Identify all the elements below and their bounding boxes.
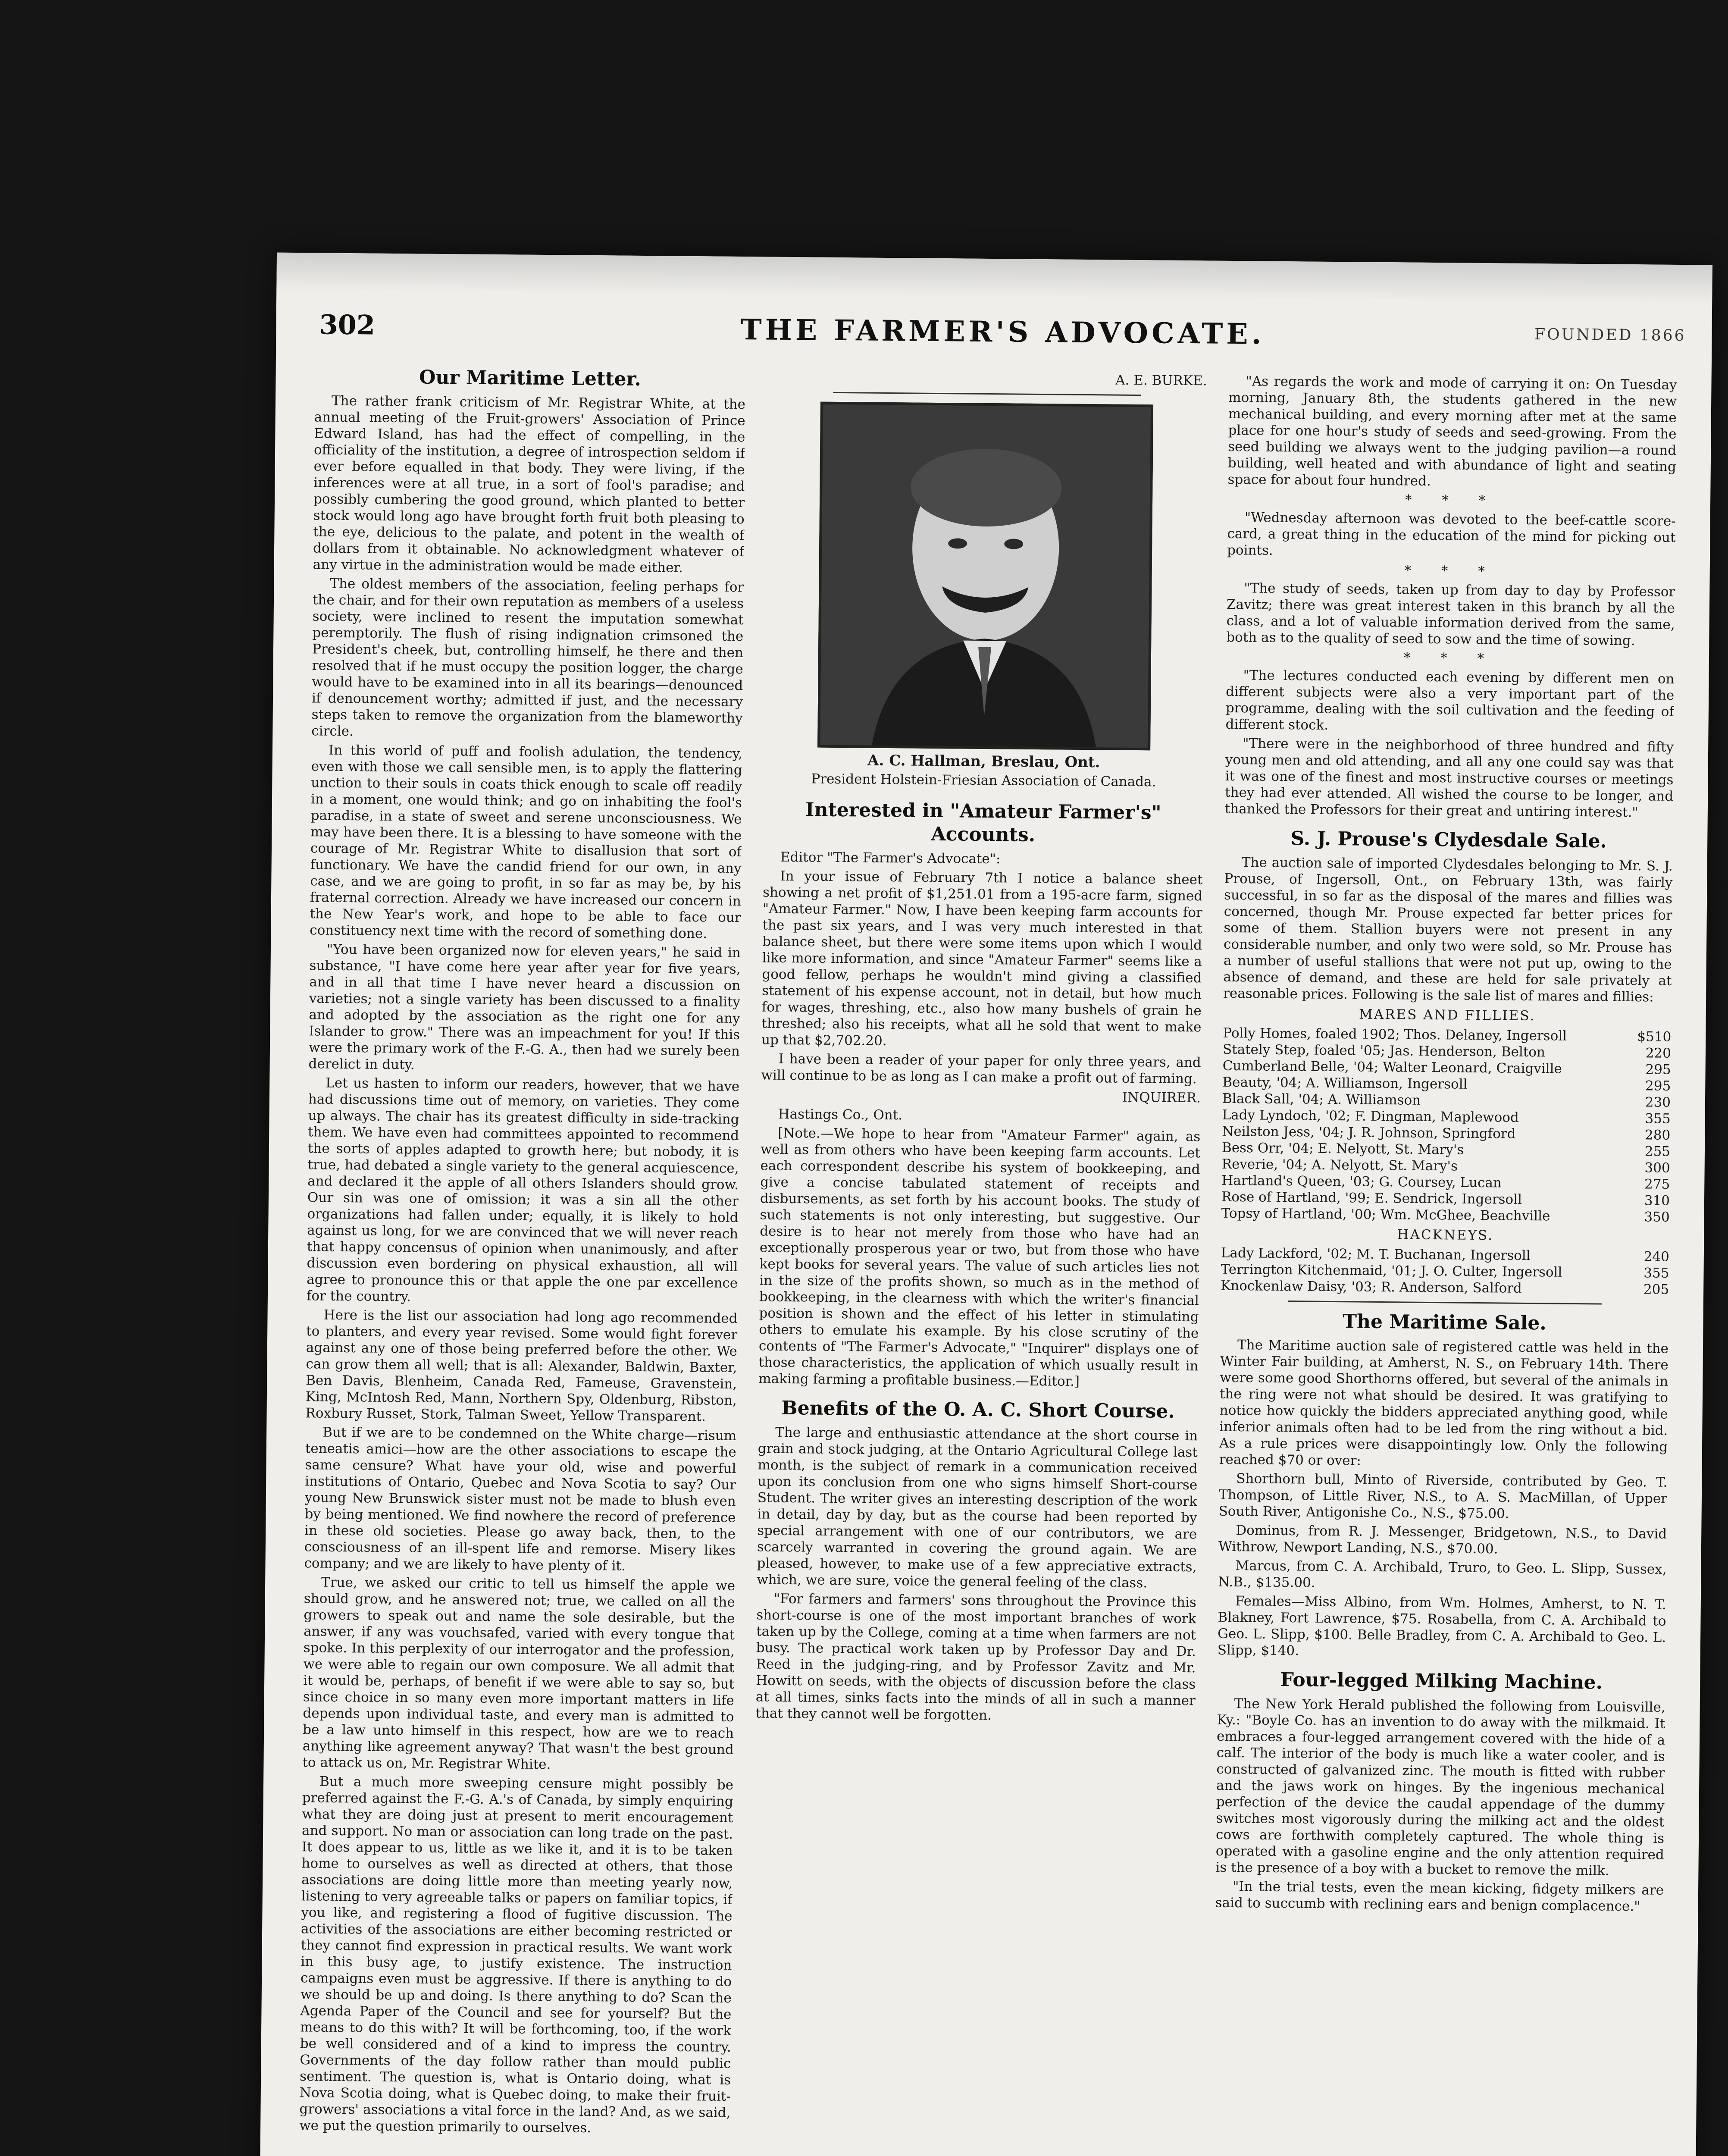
column-right [1211,373,1677,2156]
maritime-sale-item: Marcus, from C. A. Archibald, Truro, to Geo. L. Slipp, Sussex, N.B., $135.00. [1218,1558,1667,1591]
mares-list [1221,1025,1672,1225]
column-middle [750,369,1207,2156]
amateur-farmer-salutation: Editor "The Farmer's Advocate": [780,849,1001,867]
sale-entry: Knockenlaw Daisy, '03; R. Anderson, Salford 205 [1221,1278,1669,1297]
maritime-letter-paragraph: Let us hasten to inform our readers, however, that we have had discussions time out of memory, on varieties. They come up always. The chair has its greatest difficulty in side-tracking them. We have even had committees appointed to recommend the sorts of apples adapted to growth here; but nobody, it is true, had debated a single variety to the general acquiescence, and declared it the apple of all others Islanders should grow. Our sin was one of omission; it was a sin all the other organizations had fallen under; equally, it is likely to hold against us long, for we are convinced that we will never reach that happy concensus of opinion when unanimously, and after discussion even bordering on physical exhaustion, all will agree to pronounce this or that apple the one par excellence for the country. [306,1075,740,1305]
maritime-sale-paragraph: The Maritime auction sale of registered cattle was held in the Winter Fair building, at Amherst, N. S., on February 14th. There were some good Shorthorns offered, but several of the animals in the ring were not what should be desired. It was gratifying to notice how quickly the bidders appreciated anything good, while inferior animals often had to be led from the ring without a bid. As a rule prices were disappointingly low. Only the following reached $70 or over: [1219,1337,1669,1469]
amateur-farmer-paragraph: In your issue of February 7th I notice a balance sheet showing a net profit of $1,251.01 from a 195-acre farm, signed "Amateur Farmer." Now, I have been keeping farm accounts for the past six years, and I was very much interested in that balance sheet, but there were some items upon which I would like more information, and since "Amateur Farmer" seems like a good fellow, perhaps he wouldn't mind giving a classified statement of his expense account, not in detail, but how much for wages, threshing, etc., also how many bushels of grain he threshed; also his receipts, what all he sold that went to make up that $2,702.20. [761,868,1203,1049]
maritime-letter-paragraph: But a much more sweeping censure might possibly be preferred against the F.-G. A.'s of Canada, by simply enquiring what they are doing just at present to merit encouragement and support. No man or association can long trade on the past. It does appear to us, little as we like it, and it is to be taken home to ourselves as well as directed at others, that those associations are doing little more than meeting yearly now, listening to very agreeable talks or papers on familiar topics, if you like, and registering a flood of fugitive discussion. The activities of the associations are either becoming restricted or they cannot find expression in practical results. We want work in this busy age, to justify existence. The instruction campaigns even must be aggressive. If there is anything to do we should be up and doing. Is there anything to do? Scan the Agenda Paper of the Council and see for yourself? But the means to do this with? It will be forthcoming, too, if the work be well considered and of a kind to impress the country. Governments of the day follow rather than mould public sentiment. The question is, what is Ontario doing, what is Nova Scotia doing, what is Quebec doing, to make their fruit-growers' associations a vital force in the land? And, as we said, we put the question primarily to ourselves. [299,1774,734,2136]
maritime-letter-paragraph: True, we asked our critic to tell us himself the apple we should grow, and he answered not; true, we called on all the growers to speak out and name the sole desirable, but the answer, if any was vouchsafed, varied with every tongue that spoke. In this perplexity of our interrogator and the profession, we were able to regain our own composure. We all admit that it would be, perhaps, of benefit if we were able to say so, but since choice in so many even more important matters in life depends upon individual taste, and every man is admitted to be a law unto himself in this respect, how are we to reach anything like agreement anyway? That wasn't the best ground to attack us on, Mr. Registrar White. [302,1574,736,1773]
short-course-paragraph: "For farmers and farmers' sons throughout the Province this short-course is one of the most important branches of work taken up by the College, coming at a time when farmers are not busy. The practical work taken up by Professor Day and Dr. Reed in the judging-ring, and by Professor Zavitz and Mr. Howitt on seeds, with the objects of discussion before the class at all times, sinks facts into the minds of all in such a manner that they cannot well be forgotten. [755,1591,1196,1724]
founded-note: FOUNDED 1866 [1534,326,1686,345]
hackneys-list [1221,1245,1669,1298]
short-course-title: Benefits of the O. A. C. Short Course. [781,1397,1175,1423]
amateur-farmer-title: Interested in "Amateur Farmer's" Accounts. [805,799,1161,846]
milking-machine-paragraph: The New York Herald published the following from Louisville, Ky.: "Boyle Co. has an invention to do away with the milkmaid. It embraces a four-legged arrangement covered with the hide of a calf. The interior of the body is much like a water cooler, and is constructed of galvanized zinc. The mouth is fitted with rubber and the jaws work on hinges. By the ingenious mechanical perfection of the device the caudal appendage of the dummy switches most vigorously during the milking act and the oldest cows are forthwith completely captured. The whole thing is operated with a gasoline engine and the only attention required is the presence of a boy with a bucket to remove the milk. [1215,1696,1665,1879]
maritime-letter-paragraph: In this world of puff and foolish adulation, the tendency, even with those we call sensible men, is to apply the flattering unction to their souls in coats thick enough to scale off readily in a moment, one would think; and go on inhabiting the fool's paradise, in a state of sweet and serene unconsciousness. We may have been there. It is a blessing to have someone with the courage of Mr. Registrar White to disallusion that sort of functionary. We have the candid friend for our own, in any case, and we are going to profit, in so far as may be, by his fraternal correction. Already we have increased our concern in the New Year's work, and hope to be able to face our constituency next time with the record of something done. [310,742,743,942]
sale-entry: Topsy of Hartland, '00; Wm. McGhee, Beachville 350 [1221,1205,1670,1225]
maritime-letter-paragraph: "You have been organized now for eleven years," he said in substance, "I have come here year after year for five years, and in all that time I have never heard a discussion on varieties; not a single variety has been discussed to a finality and adopted by the association as the right one for any Islander to grow." There was an impeachment for you! If this were the primary work of the F.-G. A., then had we surely been derelict in duty. [308,941,741,1073]
short-course-paragraph: "Wednesday afternoon was devoted to the beef-cattle score-card, a great thing in the education of the mind for picking out points. [1227,510,1676,558]
short-course-paragraph: The large and enthusiastic attendance at the short course in grain and stock judging, at the Ontario Agricultural College last month, is the subject of remark in a communication received upon its conclusion from one who signs himself Short-course Student. The writer gives an interesting description of the work in detail, day by day, but as the course had been reported by special arrangement with one of our contributors, we are scarcely warranted in covering the ground again. We are pleased, however, to make use of a few appreciative extracts, which, we are sure, voice the general feeling of the class. [757,1424,1198,1591]
maritime-letter-paragraph: The rather frank criticism of Mr. Registrar White, at the annual meeting of the Fruit-growers' Association of Prince Edward Island, has had the effect of compelling, in the officiality of the institution, a degree of introspection seldom if ever before equalled in that body. They were living, if the inferences were at all true, in a sort of fool's paradise; and possibly cumbering the good ground, which planted to better stock would long ago have brought forth fruit both pleasing to the eye, delicious to the palate, and potent in the wealth of dollars from it obtainable. No acknowledgment whatever of any virtue in the administration would be made either. [313,393,746,576]
maritime-sale-item: Shorthorn bull, Minto of Riverside, contributed by Geo. T. Thompson, of Little River, N.S., to A. S. MacMillan, of Upper South River, Antigonishe Co., N.S., $75.00. [1218,1471,1668,1522]
short-course-paragraph: "There were in the neighborhood of three hundred and fifty young men and old attending, and all any one could say was that it was one of the finest and most instructive courses or meetings they had ever attended. All wished the course to be longer, and thanked the Professors for their great and untiring interest." [1224,736,1674,821]
maritime-letter-signature: A. E. BURKE. [1115,372,1207,389]
section-stars: * * * [1404,563,1498,580]
maritime-letter-paragraph: The oldest members of the association, feeling perhaps for the chair, and for their own reputation as members of a useless society, were inclined to resent the imputation somewhat peremptorily. The flush of rising indignation crimsoned the President's cheek, but, controlling himself, he there and then resolved that if he must occupy the position logger, the charge would have to be examined into in all its bearings—denounced if denouncement worthy; admitted if just, and the necessary steps taken to remove the organization from the blameworthy circle. [311,576,744,740]
milking-machine-title: Four-legged Milking Machine. [1280,1669,1603,1694]
sale-entry: Lady Lackford, '02; M. T. Buchanan, Ingersoll 240 [1221,1245,1670,1265]
portrait-illustration [820,404,1151,748]
divider [1288,1300,1602,1304]
page-edge-top [276,253,1712,304]
divider [833,392,1141,396]
maritime-sale-item: Dominus, from R. J. Messenger, Bridgetown, N.S., to David Withrow, Newport Landing, N.S., $70.00. [1218,1523,1667,1557]
amateur-farmer-signature: INQUIRER. [1122,1089,1201,1106]
sale-entry: Terrington Kitchenmaid, '01; J. O. Culter, Ingersoll 355 [1221,1261,1669,1281]
newspaper-page [258,253,1712,2156]
amateur-farmer-note: [Note.—We hope to hear from "Amateur Farmer" again, as well as from others who have been keeping farm accounts. Let each correspondent describe his system of bookkeeping, and give a concise tabulated statement of receipts and disbursements, as set forth by his account books. The study of such statements is not only interesting, but suggestive. Our desire is to hear not merely from those who have had an exceptionally prosperous year or two, but from those who have kept books for several years. The value of such articles lies not in the size of the profits shown, so much as in the method of bookkeeping, in the clearness with which the writer's financial position is shown and the effect of his letter in stimulating others to emulate his example. By his close scrutiny of the contents of "The Farmer's Advocate," "Inquirer" displays one of those characteristics, the application of which usually result in making farming a profitable business.—Editor.] [758,1125,1201,1389]
milking-machine-paragraph: "In the trial tests, even the mean kicking, fidgety milkers are said to succumb with reclining ears and benign complacence." [1215,1879,1664,1915]
maritime-letter-paragraph: But if we are to be condemned on the White charge—risum teneatis amici—how are the other associations to escape the same censure? What have your old, wise and powerful institutions of Ontario, Quebec and Nova Scotia to say? Our young New Brunswick sister must not be made to blush even by being mentioned. We find nowhere the record of preference in these old societies. Please go away back, then, to the consciousness of an ill-spent life and remorse. Misery likes company; and we are likely to have plenty of it. [304,1424,737,1574]
maritime-letter-paragraph: Here is the list our association had long ago recommended to planters, and every year revised. Some would fight forever against any one of those being preferred before the other. We can grow them all well; that is all: Alexander, Baldwin, Baxter, Ben Davis, Blenheim, Canada Red, Fameuse, Gravenstein, King, McIntosh Red, Mann, Northern Spy, Oldenburg, Ribston, Roxbury Russet, Stork, Talman Sweet, Yellow Transparent. [305,1307,738,1425]
portrait-photo [817,402,1153,751]
short-course-paragraph: "The lectures conducted each evening by different men on different subjects were also a very important part of the programme, dealing with the soil cultivation and the feeding of different stock. [1225,667,1675,733]
sale-entry: Lady Lyndoch, '02; F. Dingman, Maplewood 355 [1222,1107,1671,1127]
maritime-sale-title: The Maritime Sale. [1343,1310,1546,1335]
sale-entry: Neilston Jess, '04; J. R. Johnson, Springford 280 [1222,1123,1671,1143]
section-stars: * * * [1405,492,1499,509]
sale-entry: Black Sall, '04; A. Williamson 230 [1222,1091,1671,1110]
column-left [297,365,746,2156]
maritime-letter-title: Our Maritime Letter. [419,366,642,390]
prouse-sale-paragraph: The auction sale of imported Clydesdales belonging to Mr. S. J. Prouse, of Ingersoll, Ont., on February 13th, was fairly successful, in so far as the disposal of the mares and fillies was concerned, though Mr. Prouse expected far better prices for some of them. Stallion buyers were not present in any considerable number, and only two were sold, so Mr. Prouse has a number of useful stallions that were not put up, owing to the absence of demand, and these are held for sale privately at reasonable prices. Following is the sale list of mares and fillies: [1223,855,1673,1005]
sale-entry: Reverie, '04; A. Nelyott, St. Mary's 300 [1221,1156,1670,1176]
portrait-caption-name: A. C. Hallman, Breslau, Ont. [867,752,1100,771]
page-number: 302 [319,309,376,341]
amateur-farmer-location: Hastings Co., Ont. [778,1106,903,1123]
sale-entry: Stately Step, foaled '05; Jas. Henderson, Belton 220 [1222,1041,1672,1061]
prouse-sale-title: S. J. Prouse's Clydesdale Sale. [1290,827,1607,852]
running-head [319,309,1686,360]
amateur-farmer-paragraph: I have been a reader of your paper for only three years, and will continue to be as long as I can make a profit out of farming. [761,1051,1201,1087]
section-stars: * * * [1403,650,1497,667]
short-course-paragraph: "As regards the work and mode of carrying it on: On Tuesday morning, January 8th, the students gathered in the new mechanical building, and every morning after met at the same place for one hour's study of seeds and seed-growing. From the seed building we always went to the judging pavilion—a round building, well heated and with abundance of light and seating space for about four hundred. [1227,373,1677,489]
sale-entry: Bess Orr, '04; E. Nelyott, St. Mary's 255 [1221,1140,1671,1159]
sale-entry: Rose of Hartland, '99; E. Sendrick, Ingersoll 310 [1221,1189,1670,1209]
journal-title: THE FARMER'S ADVOCATE. [740,312,1265,351]
sale-entry: Beauty, '04; A. Williamson, Ingersoll 295 [1222,1074,1671,1094]
sale-entry: Polly Homes, foaled 1902; Thos. Delaney, Ingersoll $510 [1223,1025,1672,1045]
maritime-sale-item: Females—Miss Albino, from Wm. Holmes, Amherst, to N. T. Blakney, Fort Lawrence, $75. Rosabella, from C. A. Archibald to Geo. L. Slipp, $100. Belle Bradley, from C. A. Archibald to Geo. L. Slipp, $140. [1217,1593,1666,1659]
short-course-paragraph: "The study of seeds, taken up from day to day by Professor Zavitz; there was great interest taken in this branch by all the class, and a lot of valuable information derived from the same, both as to the quality of seed to sow and the time of sowing. [1226,580,1675,649]
sale-entry: Hartland's Queen, '03; G. Coursey, Lucan 275 [1221,1172,1670,1192]
mares-heading: MARES AND FILLIES. [1359,1006,1536,1024]
sale-entry: Cumberland Belle, '04; Walter Leonard, Craigville 295 [1222,1058,1671,1078]
portrait-caption-role: President Holstein-Friesian Association of Canada. [811,771,1156,790]
hackneys-heading: HACKNEYS. [1397,1227,1494,1244]
